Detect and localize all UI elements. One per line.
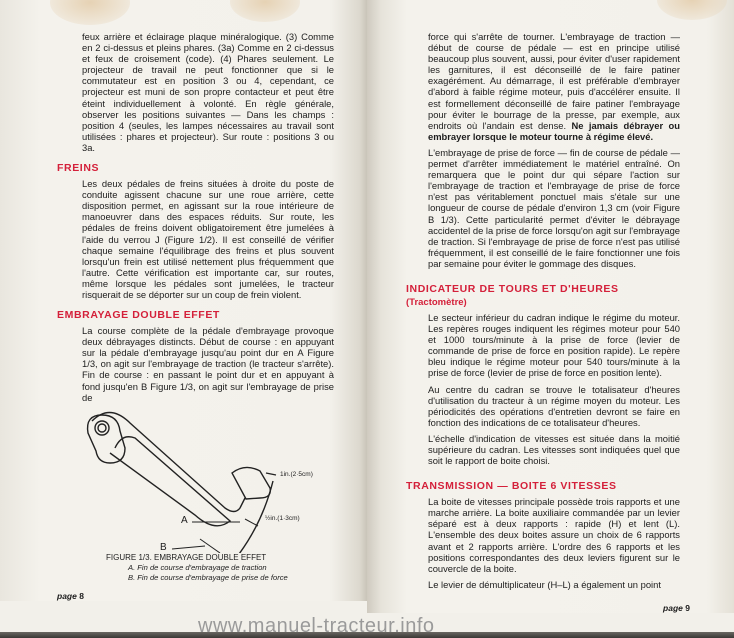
- left-page: [0, 0, 367, 601]
- left-column: [57, 0, 334, 601]
- clutch-pedal-figure: [80, 403, 334, 553]
- figure-label-a: A: [181, 514, 188, 526]
- warning-text: Ne jamais débrayer ou embrayer lorsque le moteur tourne à régime élevé.: [428, 119, 680, 142]
- clutch-pedal-drawing: [80, 403, 280, 553]
- intro-paragraph: feux arrière et éclairage plaque minéralogique. (3) Comme en 2 ci-dessus et pleins phares. (3a) Comme en 2 ci-dessus et feux de croisement (code). (4) Phares seulement. Le projecteur de travail ne peut fonctionner que si le commutateur est en position 3 ou 4, cependant, ce projecteur est muni de son propre contacteur et peut être éteint individuellement à volonté. En règle générale, observer les positions suivantes — Dans les champs : position 4 (seules, les lampes nécessaires au travail sont utilisées : phares et projecteur). Sur route : positions 3 ou 3a.: [82, 31, 334, 153]
- figure-label-b: B: [160, 541, 167, 553]
- paragraph-2: L'embrayage de prise de force — fin de course de pédale — permet d'arrêter immédiatement le matériel entraîné. On remarquera que le point dur qui sépare l'action sur l'embrayage de traction et l'embrayage de prise de force n'est pas véritablement ponctuel mais s'étale sur une longueur de course de pédale d'environ 1,3 cm (voir Figure B 1/3). Cette particularité permet d'éviter le débrayage accidentel de la prise de force lorsqu'on agit sur l'embrayage de traction. Si l'embrayage de prise de force n'est pas utilisé fréquemment, il est conseillé de le faire fonctionner une fois par semaine pour éviter le gommage des disques.: [428, 146, 680, 269]
- freins-paragraph: Les deux pédales de freins situées à droite du poste de conduite agissent chacune sur une roue arrière, cette disposition permet, en agissant sur la roue intérieure de manoeuvrer dans des espaces réduits. Sur route, les pédales de freins doivent obligatoirement être jumelées à l'aide du verrou J (Figure 1/2). Il est conseillé de vérifier chaque semaine l'équilibrage des freins et plus souvent lorsqu'un frein est utilisé nettement plus fréquemment que l'autre. Cette vérification est importante car, sur routes, même lorsque les pédales sont jumelées, le tracteur risquerait de se déporter sur un coup de frein violent.: [82, 178, 334, 300]
- watermark: www.manuel-tracteur.info: [198, 614, 435, 637]
- figure-title: FIGURE 1/3. EMBRAYAGE DOUBLE EFFET: [106, 552, 267, 562]
- embrayage-paragraph: La course complète de la pédale d'embrayage provoque deux débrayages distincts. Début de course : en appuyant sur la pédale d'embrayage jusqu'au point dur en A Figure 1/3, on agit sur l'embrayage de traction (le tracteur s'arrête). Fin de course : en passant le point dur et en appuyant à fond jusqu'en B Figure 1/3, on agit sur l'embrayage de prise de: [82, 325, 334, 403]
- section-heading-embrayage: EMBRAYAGE DOUBLE EFFET: [57, 309, 220, 322]
- section-heading-indicateur: INDICATEUR DE TOURS ET D'HEURES (Tractomètre): [406, 282, 619, 308]
- figure-label-half-in: ½in.(1·3cm): [265, 514, 300, 522]
- right-column: [406, 0, 690, 613]
- transmission-text: La boite de vitesses principale possède trois rapports et une marche arrière. La boite auxiliaire commandée par un levier séparé est à deux rapports : rapide (H) et lent (L). L'ensemble des deux boites assure un choix de 6 rapports avant et 2 rapports arrière. L'ordre des 6 rapports et les positions correspondantes des deux leviers figurent sur le couvercle de la boite. Le levier de démultiplicateur (H–L) a également un point: [428, 496, 680, 590]
- right-page: [367, 0, 734, 613]
- indicateur-text: Le secteur inférieur du cadran indique le régime du moteur. Les repères rouges indiquent les régimes moteur pour 540 et 1000 tours/minute à la prise de force (levier de commande de prise de force en position rapide). Le repère bleu indique le régime moteur pour 540 tours/minute à la prise de force (levier de prise de force en position lente). Au centre du cadran se trouve le totalisateur d'heures d'utilisation du tracteur à un régime moyen du moteur. Les périodicités des opérations d'entretien devront se faire en fonction des indications de ce totalisateur d'heures. L'échelle d'indication de vitesses est située dans la moitié supérieure du cadran. Les vitesses sont indiquées quel que soit le rapport de boite choisi.: [428, 311, 680, 467]
- figure-legend-b: B. Fin de course d'embrayage de prise de force: [128, 572, 288, 582]
- paragraph-1: force qui s'arrête de tourner. L'embrayage de traction — début de course de pédale — est en principe utilisé beaucoup plus souvent, aussi, pour éviter d'user rapidement les garnitures, il est déconseillé de le faire patiner exagérément. Au démarrage, il est préférable d'embrayer d'abord à faible régime moteur, puis d'accélérer ensuite. Il est formellement déconseillé de faire patiner l'embrayage pour éviter le bourrage de la presse, par exemple, aux endroits où l'andain est dense. Ne jamais débrayer ou embrayer lorsque le moteur tourne à régime élevé. L'embrayage de prise de force — fin de course de pédale — permet d'arrêter immédiatement le matériel entraîné. On remarquera que le point dur qui sépare l'action sur l'embrayage de traction et l'embrayage de prise de force n'est pas véritablement ponctuel mais s'étale sur une longueur de course de pédale d'environ 1,3 cm (voir Figure B 1/3). Cette particularité permet d'éviter le débrayage accidentel de la prise de force lorsqu'on agit sur l'embrayage de traction. Si l'embrayage de prise de force n'est pas utilisé fréquemment, il est conseillé de le faire fonctionner une fois par semaine pour éviter le gommage des disques.: [428, 31, 680, 269]
- figure-caption: [106, 553, 334, 583]
- figure-legend-a: A. Fin de course d'embrayage de traction: [128, 562, 267, 572]
- section-heading-freins: FREINS: [57, 162, 100, 175]
- page-number: page 8: [57, 590, 84, 601]
- figure-label-1in: 1in.(2·5cm): [280, 470, 313, 478]
- page-number: page 9: [663, 602, 690, 613]
- section-heading-transmission: TRANSMISSION — BOITE 6 VITESSES: [406, 480, 617, 493]
